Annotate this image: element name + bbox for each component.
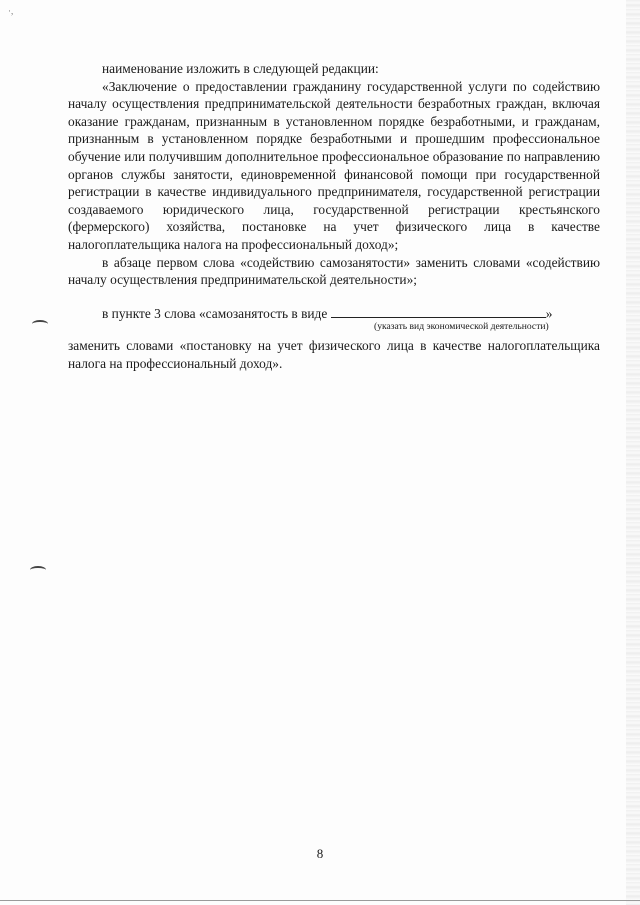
fill-in-blank — [331, 305, 546, 318]
paragraph-closing: заменить словами «постановку на учет физического лица в качестве налогоплательщика налога на профессиональный доход». — [68, 338, 600, 371]
paragraph-conclusion-title: «Заключение о предоставлении гражданину государственной услуги по содействию началу осуществления предпринимательской деятельности безработных граждан, включая оказание гражданам, признанным в установленном порядке безработными, и гражданам, признанным в установленном порядке безработными и прошедшим профессиональное обучение или получившим дополнительное профессиональное образование по направлению органов службы занятости, единовременной финансовой помощи при государственной регистрации в качестве индивидуального предпринимателя, государственной регистрации создаваемого юридического лица, государственной регистрации крестьянского (фермерского) хозяйства, постановке на учет физического лица в качестве налогоплательщика налога на профессиональный доход»; — [68, 78, 600, 252]
page-bottom-rule — [0, 900, 640, 901]
fill-in-line — [68, 305, 600, 323]
fill-in-suffix: » — [545, 306, 553, 321]
scan-artifact-mark — [30, 566, 46, 574]
document-body — [68, 60, 600, 289]
paragraph-intro: наименование изложить в следующей редакции: — [102, 61, 379, 76]
document-body-continued — [68, 337, 600, 372]
fill-in-prefix: в пункте 3 слова «самозанятость в виде — [102, 306, 328, 321]
fill-in-hint: (указать вид экономической деятельности) — [374, 321, 549, 332]
scan-artifact-mark: ·, — [8, 6, 14, 16]
scan-artifact-mark — [32, 320, 48, 328]
page-number: 8 — [316, 846, 324, 861]
scan-edge-noise — [626, 0, 640, 905]
paragraph-replace-words: в абзаце первом слова «содействию самозанятости» заменить словами «содействию началу осуществления предпринимательской деятельности»; — [68, 254, 600, 288]
